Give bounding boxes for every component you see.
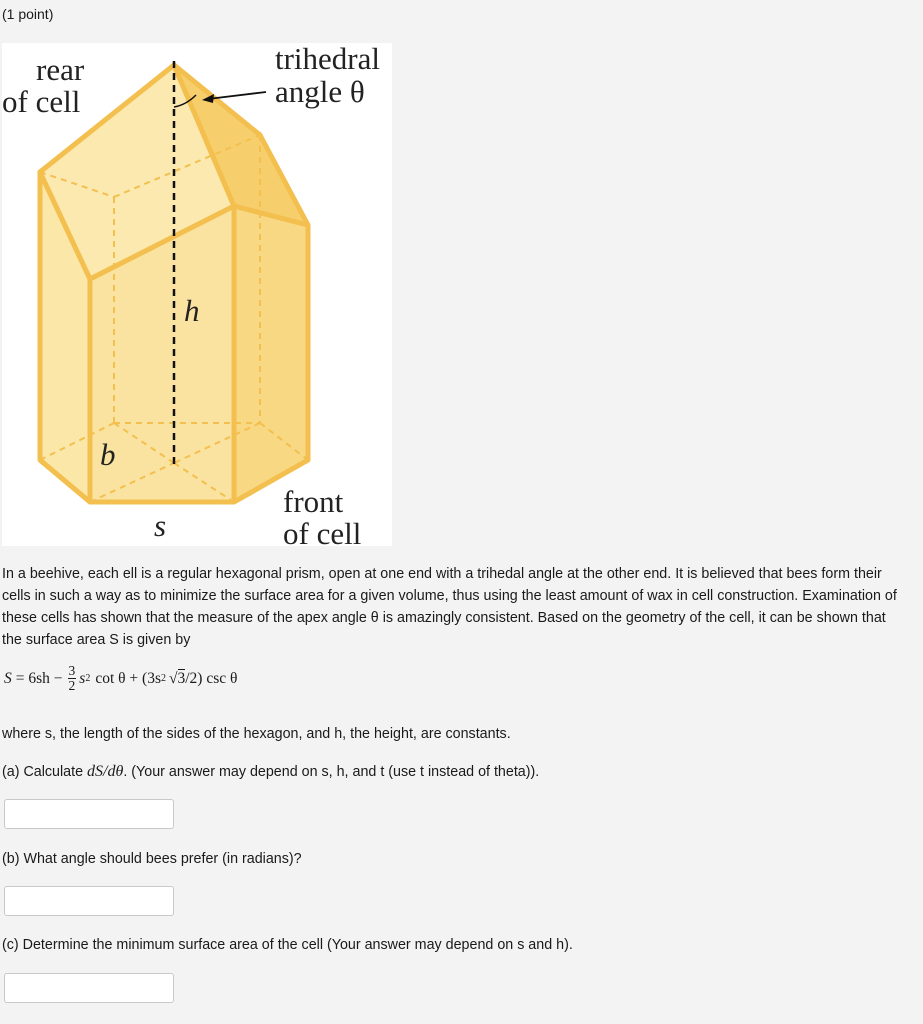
honeycomb-cell-figure [2,41,392,551]
part-a-suffix: . (Your answer may depend on s, h, and t (use t instead of theta)). [123,764,540,780]
formula-term2: s [79,669,86,687]
part-a-question [2,761,907,783]
answer-b-input[interactable] [4,886,174,916]
trihedral-label-line2: angle θ [275,74,365,109]
formula-fraction [68,664,77,693]
fraction-numerator: 3 [68,663,76,678]
rear-label-line2: of cell [2,84,81,119]
angle-arrow-line [208,92,266,99]
answer-c-input[interactable] [4,973,174,1003]
right-side-face [234,206,308,502]
surface-area-formula: S = 6sh − $\frac{3}{2}$ s 2 cot θ + (3s 2 √ 3 /2) csc θ [4,663,238,693]
formula-tail: /2) csc θ [185,669,238,687]
part-a-math: dS/dθ [87,763,124,780]
answer-a-input[interactable] [4,799,174,829]
where-text: where s, the length of the sides of the hexagon, and h, the height, are constants. [2,726,511,742]
formula-eq: = 6sh − [15,669,63,687]
formula-lhs: S [4,669,12,687]
part-a-prefix: (a) Calculate [2,764,88,780]
side-label: s [154,508,167,543]
formula-cot: cot θ + (3s [95,669,161,687]
height-label: h [184,293,200,328]
problem-intro: In a beehive, each ell is a regular hexagonal prism, open at one end with a trihedal angle at the other end. It is believed that bees form their cells in such a way as to minimize the surface area for a given volume, thus using the least amount of wax in cell construction. Examination of these cells has shown that the measure of the apex angle θ is amazingly consistent. Based on the geometry of the cell, it can be shown that the surface area S is given by [2,566,897,648]
part-c-question: (c) Determine the minimum surface area of the cell (Your answer may depend on s and h). [2,937,573,953]
apothem-label: b [100,437,116,472]
formula-sqrt-arg: 3 [177,670,186,687]
trihedral-label-line1: trihedral [275,41,381,76]
front-label-line1: front [283,484,344,519]
fraction-denominator: 2 [68,678,76,693]
points-label: (1 point) [2,6,54,22]
rear-label-line1: rear [36,52,85,87]
front-label-line2: of cell [283,516,362,551]
part-b-question: (b) What angle should bees prefer (in radians)? [2,851,302,867]
